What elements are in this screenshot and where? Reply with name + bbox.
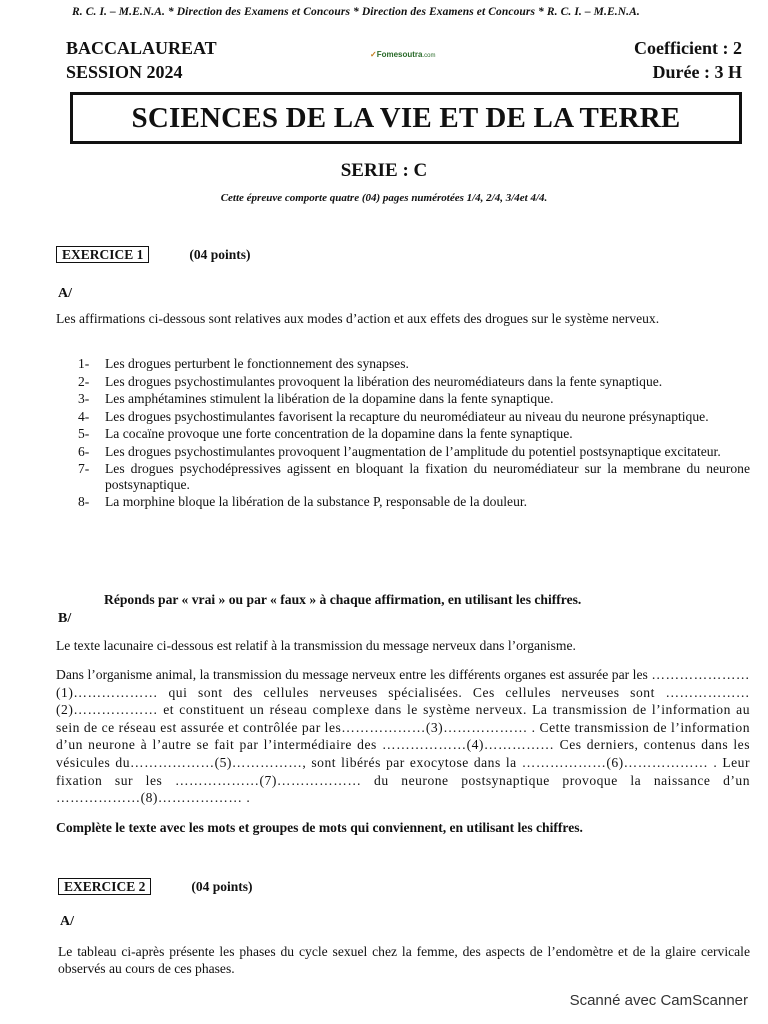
ex1-part-b-intro: Le texte lacunaire ci-dessous est relatif à la transmission du message nerveux dans l’organisme.	[56, 638, 576, 653]
serie-label: SERIE : C	[340, 160, 428, 181]
duration: Durée : 3 H	[652, 62, 742, 82]
header-left	[66, 36, 217, 84]
blank-3: ………………(3)……………… . Cette transmission de l’information d’un neurone à l’autre se fait par l’intermédiaire des	[56, 719, 751, 753]
ex1-part-a-instruction: Réponds par « vrai » ou par « faux » à chaque affirmation, en utilisant les chiffres.	[104, 592, 582, 607]
header-top-line: R. C. I. – M.E.N.A. * Direction des Examens et Concours * Direction des Examens et Concours * R. C. I. – M.E.N.A.	[72, 6, 640, 18]
pages-note: Cette épreuve comporte quatre (04) pages numérotées 1/4, 2/4, 3/4et 4/4.	[220, 192, 548, 204]
ex1-part-b-label: B/	[58, 611, 72, 626]
list-item: 6- Les drogues psychostimulantes provoquent l’augmentation de l’amplitude du potentiel postsynaptique excitateur.	[78, 443, 721, 459]
blank-6: ………………(6)……………… . Leur fixation sur les	[56, 754, 750, 788]
subject-title: SCIENCES DE LA VIE ET DE LA TERRE	[131, 101, 681, 134]
blank-2: ………………(2)……………… et constituent un réseau complexe dans le système nerveux. La transmission de l’information au sein de ce réseau est assurée et contrôlée par les	[56, 684, 750, 735]
ex2-part-a-intro: Le tableau ci-après présente les phases du cycle sexuel chez la femme, des aspects de l’endomètre et de la glaire cervicale observés au cours de ces phases.	[58, 944, 750, 976]
list-item: 8- La morphine bloque la libération de la substance P, responsable de la douleur.	[78, 494, 528, 509]
ex1-part-a-intro: Les affirmations ci-dessous sont relatives aux modes d’action et aux effets des drogues sur le système nerveux.	[56, 311, 660, 326]
exercise2-label: EXERCICE 2	[58, 878, 151, 895]
exam-session: SESSION 2024	[66, 62, 183, 82]
scanner-watermark: Scanné avec CamScanner	[569, 992, 748, 1009]
list-item: 4- Les drogues psychostimulantes favorisent la recapture du neuromédiateur au niveau du neurone présynaptique.	[78, 408, 709, 424]
blank-4: ………………(4)…………… Ces derniers, contenus dans les vésicules du	[56, 737, 750, 770]
site-logo	[370, 50, 436, 59]
exercise1-points: (04 points)	[189, 247, 251, 262]
fill-segment: Dans l’organisme animal, la transmission du message nerveux entre les différents organes est assurée par les	[56, 667, 652, 682]
list-item: 7- Les drogues psychodépressives agissent en bloquant la fixation du neuromédiateur sur la membrane du neurone postsynaptique.	[78, 461, 750, 492]
exercise1-header	[56, 246, 251, 264]
ex1-statements-list	[78, 356, 750, 512]
exam-name: BACCALAUREAT	[66, 38, 217, 58]
ex1-part-b-instruction: Complète le texte avec les mots et groupes de mots qui conviennent, en utilisant les chiffres.	[56, 820, 583, 835]
header-right	[634, 36, 742, 84]
ex1-part-a-label: A/	[58, 286, 72, 301]
blank-5: ………………(5)……………, sont libérés par exocytose dans la	[130, 754, 522, 770]
logo-tld: .com	[422, 53, 436, 59]
list-item: 2- Les drogues psychostimulantes provoquent la libération des neuromédiateurs dans la fente synaptique.	[78, 373, 663, 389]
logo-mark-icon: ✓	[370, 50, 377, 59]
list-item: 3- Les amphétamines stimulent la libération de la dopamine dans la fente synaptique.	[78, 391, 554, 406]
ex2-part-a-label: A/	[60, 914, 74, 929]
blank-1: …………………(1)……………… qui sont des cellules nerveuses spécialisées. Ces cellules nerveuses sont	[56, 667, 750, 700]
exercise2-points: (04 points)	[191, 879, 253, 894]
list-item: 1- Les drogues perturbent le fonctionnement des synapses.	[78, 356, 409, 371]
list-item: 5- La cocaïne provoque une forte concentration de la dopamine dans la fente synaptique.	[78, 426, 573, 441]
logo-text: Fomesoutra	[376, 50, 423, 59]
blank-8: ………………(8)……………… .	[56, 790, 251, 806]
subject-title-box	[70, 92, 742, 144]
ex1-fill-in-text	[56, 666, 750, 807]
exercise2-header	[58, 878, 253, 896]
blank-7: ………………(7)……………… du neurone postsynaptique provoque la naissance d’un	[174, 772, 750, 788]
exercise1-label: EXERCICE 1	[56, 246, 149, 263]
coefficient: Coefficient : 2	[634, 38, 742, 58]
